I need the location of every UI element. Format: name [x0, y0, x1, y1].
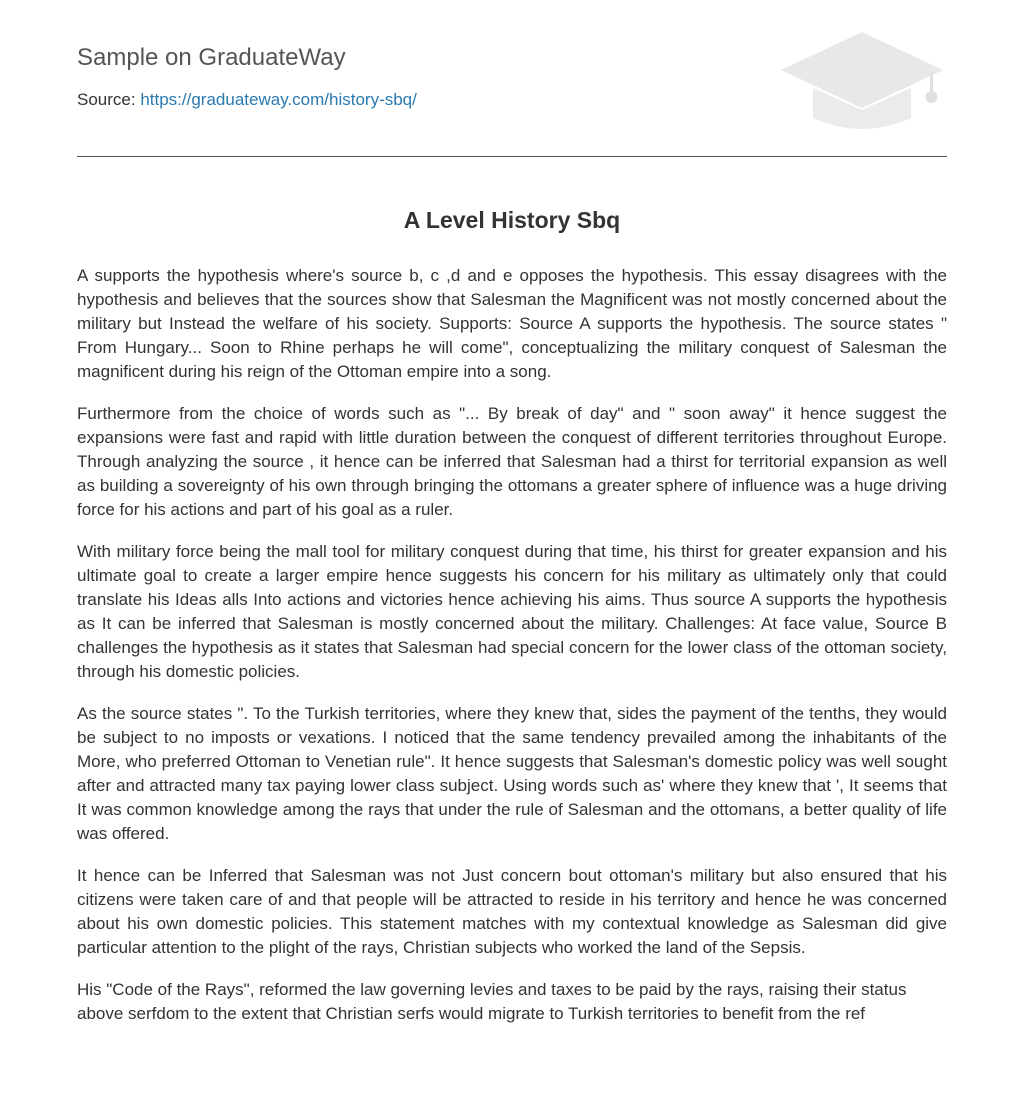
document-title: A Level History Sbq	[403, 207, 621, 233]
source-link[interactable]: https://graduateway.com/history-sbq/	[140, 90, 417, 109]
paragraph: It hence can be Inferred that Salesman was not Just concern bout ottoman's military but also ensured that his citizens were taken care of and that people will be attracted to reside in his territory and hence he was concerned about his own domestic policies. This statement matches with my contextual knowledge as Salesman did give particular attention to the plight of the rays, Christian subjects who worked the land of the Sepsis.	[77, 866, 947, 957]
paragraph: As the source states ". To the Turkish territories, where they knew that, sides the payment of the tenths, they would be subject to no imposts or vexations. I noticed that the same tendency prevailed among the inhabitants of the More, who preferred Ottoman to Venetian rule". It hence suggests that Salesman's domestic policy was well sought after and attracted many tax paying lower class subject. Using words such as' where they knew that ', It seems that It was common knowledge among the rays that under the rule of Salesman and the ottomans, a better quality of life was offered.	[77, 704, 947, 843]
paragraph: With military force being the mall tool for military conquest during that time, his thirst for greater expansion and his ultimate goal to create a larger empire hence suggests his concern for his military as ultimately only that could translate his Ideas alls Into actions and victories hence achieving his aims. Thus source A supports the hypothesis as It can be inferred that Salesman is mostly concerned about the military. Challenges: At face value, Source B challenges the hypothesis as it states that Salesman had special concern for the lower class of the ottoman society, through his domestic policies.	[77, 542, 947, 681]
paragraph: His "Code of the Rays", reformed the law governing levies and taxes to be paid by the rays, raising their status above serfdom to the extent that Christian serfs would migrate to Turkish territories to benefit from the ref	[77, 980, 907, 1023]
site-title: Sample on GraduateWay	[77, 44, 346, 71]
source-label: Source:	[77, 90, 136, 109]
graduation-cap-icon	[777, 30, 947, 132]
source-line	[77, 90, 417, 110]
paragraph: Furthermore from the choice of words such as "... By break of day" and " soon away" it hence suggest the expansions were fast and rapid with little duration between the conquest of different territories throughout Europe. Through analyzing the source , it hence can be inferred that Salesman had a thirst for territorial expansion as well as building a sovereignty of his own through bringing the ottomans a greater sphere of influence was a huge driving force for his actions and part of his goal as a ruler.	[77, 404, 947, 519]
document-body	[77, 264, 947, 1026]
page	[77, 0, 947, 1044]
page-header	[77, 0, 947, 157]
paragraph: A supports the hypothesis where's source b, c ,d and e opposes the hypothesis. This essay disagrees with the hypothesis and believes that the sources show that Salesman the Magnificent was not mostly concerned about the military but Instead the welfare of his society. Supports: Source A supports the hypothesis. The source states " From Hungary... Soon to Rhine perhaps he will come", conceptualizing the military conquest of Salesman the magnificent during his reign of the Ottoman empire into a song.	[77, 266, 947, 381]
